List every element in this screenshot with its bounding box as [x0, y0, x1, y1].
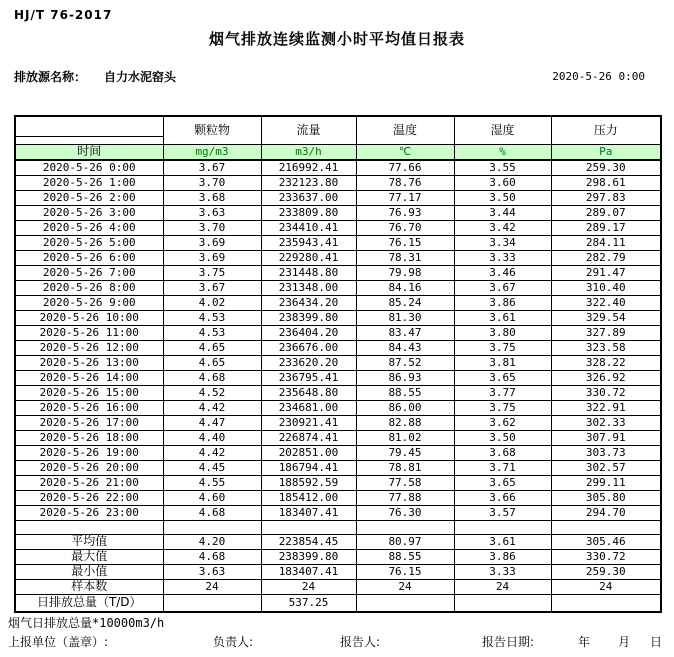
- value-cell: 84.16: [356, 280, 454, 295]
- value-cell: 322.91: [551, 400, 661, 415]
- table-row: [15, 490, 661, 505]
- value-cell: 3.67: [163, 160, 261, 175]
- table-row: [15, 475, 661, 490]
- value-cell: 202851.00: [261, 445, 356, 460]
- value-cell: 231348.00: [261, 280, 356, 295]
- value-cell: 297.83: [551, 190, 661, 205]
- reporter-label: 报告人:: [340, 635, 381, 649]
- report-datetime: 2020-5-26 0:00: [552, 70, 645, 83]
- time-cell: 2020-5-26 5:00: [15, 235, 163, 250]
- value-cell: 4.65: [163, 340, 261, 355]
- value-cell: 236795.41: [261, 370, 356, 385]
- column-unit: mg/m3: [163, 144, 261, 160]
- table-row: [15, 370, 661, 385]
- value-cell: 3.67: [454, 280, 551, 295]
- time-cell: 2020-5-26 19:00: [15, 445, 163, 460]
- value-cell: 4.42: [163, 445, 261, 460]
- value-cell: 3.81: [454, 355, 551, 370]
- value-cell: 298.61: [551, 175, 661, 190]
- value-cell: 3.50: [454, 190, 551, 205]
- value-cell: 78.81: [356, 460, 454, 475]
- value-cell: [551, 594, 661, 612]
- source-row: [14, 68, 176, 85]
- value-cell: 3.61: [454, 310, 551, 325]
- value-cell: 3.42: [454, 220, 551, 235]
- value-cell: 3.75: [454, 400, 551, 415]
- value-cell: 188592.59: [261, 475, 356, 490]
- value-cell: 76.70: [356, 220, 454, 235]
- summary-label: 最大值: [15, 549, 163, 564]
- value-cell: 3.86: [454, 549, 551, 564]
- value-cell: 3.34: [454, 235, 551, 250]
- report-unit-label: 上报单位（盖章）:: [8, 635, 109, 649]
- value-cell: 88.55: [356, 385, 454, 400]
- value-cell: 4.65: [163, 355, 261, 370]
- value-cell: 235943.41: [261, 235, 356, 250]
- value-cell: 3.71: [454, 460, 551, 475]
- value-cell: 236404.20: [261, 325, 356, 340]
- value-cell: 4.40: [163, 430, 261, 445]
- empty-cell: [261, 520, 356, 534]
- column-unit: ℃: [356, 144, 454, 160]
- value-cell: 3.33: [454, 564, 551, 579]
- summary-label: 样本数: [15, 579, 163, 594]
- value-cell: 259.30: [551, 160, 661, 175]
- footnote-total-unit: 烟气日排放总量*10000m3/h: [8, 616, 165, 630]
- summary-label: 最小值: [15, 564, 163, 579]
- table-row: [15, 385, 661, 400]
- time-cell: 2020-5-26 3:00: [15, 205, 163, 220]
- summary-row: [15, 534, 661, 549]
- table-row: [15, 430, 661, 445]
- value-cell: 81.02: [356, 430, 454, 445]
- value-cell: 83.47: [356, 325, 454, 340]
- value-cell: 82.88: [356, 415, 454, 430]
- table-row: [15, 460, 661, 475]
- value-cell: 284.11: [551, 235, 661, 250]
- value-cell: 282.79: [551, 250, 661, 265]
- value-cell: 4.68: [163, 549, 261, 564]
- value-cell: 305.46: [551, 534, 661, 549]
- summary-row: [15, 564, 661, 579]
- value-cell: [454, 594, 551, 612]
- value-cell: 185412.00: [261, 490, 356, 505]
- value-cell: 76.30: [356, 505, 454, 520]
- table-row: [15, 295, 661, 310]
- value-cell: 3.86: [454, 295, 551, 310]
- unit-header-row: [15, 144, 661, 160]
- value-cell: 4.20: [163, 534, 261, 549]
- value-cell: 4.68: [163, 505, 261, 520]
- value-cell: 323.58: [551, 340, 661, 355]
- value-cell: 328.22: [551, 355, 661, 370]
- value-cell: 294.70: [551, 505, 661, 520]
- value-cell: 80.97: [356, 534, 454, 549]
- table-row: [15, 340, 661, 355]
- summary-row: [15, 594, 661, 612]
- table-row: [15, 415, 661, 430]
- value-cell: 77.17: [356, 190, 454, 205]
- value-cell: 330.72: [551, 385, 661, 400]
- time-cell: 2020-5-26 15:00: [15, 385, 163, 400]
- value-cell: 79.45: [356, 445, 454, 460]
- responsible-person-label: 负责人:: [213, 635, 254, 649]
- value-cell: 24: [356, 579, 454, 594]
- value-cell: 537.25: [261, 594, 356, 612]
- value-cell: 3.44: [454, 205, 551, 220]
- value-cell: 3.69: [163, 250, 261, 265]
- time-cell: 2020-5-26 18:00: [15, 430, 163, 445]
- value-cell: 79.98: [356, 265, 454, 280]
- value-cell: 3.60: [454, 175, 551, 190]
- time-cell: 2020-5-26 4:00: [15, 220, 163, 235]
- value-cell: 291.47: [551, 265, 661, 280]
- table-row: [15, 265, 661, 280]
- value-cell: 186794.41: [261, 460, 356, 475]
- empty-cell: [551, 520, 661, 534]
- pollutant-header-row: [15, 116, 661, 144]
- time-cell: 2020-5-26 2:00: [15, 190, 163, 205]
- time-cell: 2020-5-26 23:00: [15, 505, 163, 520]
- value-cell: 327.89: [551, 325, 661, 340]
- value-cell: 4.02: [163, 295, 261, 310]
- value-cell: 4.68: [163, 370, 261, 385]
- table-row: [15, 505, 661, 520]
- value-cell: 235648.80: [261, 385, 356, 400]
- value-cell: 76.15: [356, 564, 454, 579]
- table-row: [15, 355, 661, 370]
- value-cell: 303.73: [551, 445, 661, 460]
- time-column-header: 时间: [15, 144, 163, 160]
- value-cell: 259.30: [551, 564, 661, 579]
- column-header: 湿度: [454, 116, 551, 144]
- time-cell: 2020-5-26 14:00: [15, 370, 163, 385]
- value-cell: 3.75: [163, 265, 261, 280]
- time-cell: 2020-5-26 0:00: [15, 160, 163, 175]
- table-row: [15, 400, 661, 415]
- value-cell: 3.65: [454, 370, 551, 385]
- value-cell: 4.55: [163, 475, 261, 490]
- value-cell: 3.67: [163, 280, 261, 295]
- value-cell: 289.17: [551, 220, 661, 235]
- summary-row: [15, 549, 661, 564]
- time-cell: 2020-5-26 7:00: [15, 265, 163, 280]
- value-cell: 3.68: [163, 190, 261, 205]
- time-cell: 2020-5-26 9:00: [15, 295, 163, 310]
- table-row: [15, 190, 661, 205]
- time-cell: 2020-5-26 6:00: [15, 250, 163, 265]
- value-cell: 302.33: [551, 415, 661, 430]
- year-label: 年: [578, 635, 591, 649]
- table-row: [15, 445, 661, 460]
- value-cell: 230921.41: [261, 415, 356, 430]
- time-cell: 2020-5-26 12:00: [15, 340, 163, 355]
- summary-row: [15, 579, 661, 594]
- table-row: [15, 205, 661, 220]
- value-cell: 77.58: [356, 475, 454, 490]
- value-cell: 233620.20: [261, 355, 356, 370]
- report-date-label: 报告日期:: [482, 635, 535, 649]
- table-row: [15, 250, 661, 265]
- report-title: 烟气排放连续监测小时平均值日报表: [208, 30, 465, 48]
- time-cell: 2020-5-26 8:00: [15, 280, 163, 295]
- standard-code: HJ/T 76-2017: [14, 8, 113, 22]
- value-cell: [356, 594, 454, 612]
- column-unit: m3/h: [261, 144, 356, 160]
- value-cell: 305.80: [551, 490, 661, 505]
- value-cell: 77.88: [356, 490, 454, 505]
- value-cell: 310.40: [551, 280, 661, 295]
- value-cell: 307.91: [551, 430, 661, 445]
- value-cell: 3.62: [454, 415, 551, 430]
- value-cell: 24: [551, 579, 661, 594]
- value-cell: 3.63: [163, 564, 261, 579]
- value-cell: 299.11: [551, 475, 661, 490]
- summary-label: 日排放总量（T/D）: [15, 594, 163, 612]
- empty-cell: [163, 520, 261, 534]
- value-cell: 3.80: [454, 325, 551, 340]
- value-cell: 86.00: [356, 400, 454, 415]
- source-label: 排放源名称：: [14, 70, 87, 84]
- value-cell: 24: [163, 579, 261, 594]
- value-cell: 4.42: [163, 400, 261, 415]
- value-cell: 3.70: [163, 175, 261, 190]
- month-label: 月: [618, 635, 631, 649]
- value-cell: [163, 594, 261, 612]
- value-cell: 24: [454, 579, 551, 594]
- value-cell: 322.40: [551, 295, 661, 310]
- value-cell: 3.50: [454, 430, 551, 445]
- value-cell: 234410.41: [261, 220, 356, 235]
- value-cell: 183407.41: [261, 564, 356, 579]
- time-cell: 2020-5-26 22:00: [15, 490, 163, 505]
- value-cell: 234681.00: [261, 400, 356, 415]
- value-cell: 77.66: [356, 160, 454, 175]
- column-unit: %: [454, 144, 551, 160]
- value-cell: 216992.41: [261, 160, 356, 175]
- value-cell: 236676.00: [261, 340, 356, 355]
- time-cell: 2020-5-26 11:00: [15, 325, 163, 340]
- monitoring-data-table: [14, 115, 662, 613]
- value-cell: 81.30: [356, 310, 454, 325]
- value-cell: 76.15: [356, 235, 454, 250]
- value-cell: 3.66: [454, 490, 551, 505]
- value-cell: 3.68: [454, 445, 551, 460]
- column-header: 温度: [356, 116, 454, 144]
- time-cell: 2020-5-26 1:00: [15, 175, 163, 190]
- value-cell: 236434.20: [261, 295, 356, 310]
- value-cell: 87.52: [356, 355, 454, 370]
- value-cell: 238399.80: [261, 549, 356, 564]
- empty-cell: [15, 520, 163, 534]
- value-cell: 4.52: [163, 385, 261, 400]
- value-cell: 3.46: [454, 265, 551, 280]
- value-cell: 3.65: [454, 475, 551, 490]
- value-cell: 289.07: [551, 205, 661, 220]
- time-cell: 2020-5-26 20:00: [15, 460, 163, 475]
- time-cell: 2020-5-26 10:00: [15, 310, 163, 325]
- table-row: [15, 280, 661, 295]
- empty-cell: [454, 520, 551, 534]
- empty-cell: [356, 520, 454, 534]
- summary-label: 平均值: [15, 534, 163, 549]
- value-cell: 232123.80: [261, 175, 356, 190]
- value-cell: 3.70: [163, 220, 261, 235]
- value-cell: 4.53: [163, 310, 261, 325]
- column-header: 颗粒物: [163, 116, 261, 144]
- table-row: [15, 160, 661, 175]
- value-cell: 223854.45: [261, 534, 356, 549]
- value-cell: 183407.41: [261, 505, 356, 520]
- value-cell: 85.24: [356, 295, 454, 310]
- value-cell: 4.53: [163, 325, 261, 340]
- value-cell: 3.77: [454, 385, 551, 400]
- day-label: 日: [650, 635, 663, 649]
- value-cell: 302.57: [551, 460, 661, 475]
- time-cell: 2020-5-26 17:00: [15, 415, 163, 430]
- value-cell: 76.93: [356, 205, 454, 220]
- value-cell: 330.72: [551, 549, 661, 564]
- value-cell: 238399.80: [261, 310, 356, 325]
- value-cell: 3.75: [454, 340, 551, 355]
- value-cell: 3.69: [163, 235, 261, 250]
- table-row: [15, 310, 661, 325]
- column-header: 流量: [261, 116, 356, 144]
- value-cell: 3.55: [454, 160, 551, 175]
- value-cell: 226874.41: [261, 430, 356, 445]
- value-cell: 3.61: [454, 534, 551, 549]
- time-cell: 2020-5-26 21:00: [15, 475, 163, 490]
- value-cell: 3.63: [163, 205, 261, 220]
- value-cell: 329.54: [551, 310, 661, 325]
- time-cell: 2020-5-26 13:00: [15, 355, 163, 370]
- value-cell: 3.33: [454, 250, 551, 265]
- value-cell: 3.57: [454, 505, 551, 520]
- value-cell: 231448.80: [261, 265, 356, 280]
- corner-cell: [15, 116, 163, 144]
- source-name: 自力水泥窑头: [104, 70, 177, 84]
- value-cell: 233809.80: [261, 205, 356, 220]
- value-cell: 4.45: [163, 460, 261, 475]
- value-cell: 4.60: [163, 490, 261, 505]
- column-header: 压力: [551, 116, 661, 144]
- table-row: [15, 175, 661, 190]
- table-row: [15, 325, 661, 340]
- value-cell: 233637.00: [261, 190, 356, 205]
- value-cell: 88.55: [356, 549, 454, 564]
- time-cell: 2020-5-26 16:00: [15, 400, 163, 415]
- column-unit: Pa: [551, 144, 661, 160]
- value-cell: 24: [261, 579, 356, 594]
- value-cell: 4.47: [163, 415, 261, 430]
- value-cell: 86.93: [356, 370, 454, 385]
- value-cell: 78.31: [356, 250, 454, 265]
- table-row: [15, 220, 661, 235]
- table-row: [15, 235, 661, 250]
- spacer-row: [15, 520, 661, 534]
- value-cell: 78.76: [356, 175, 454, 190]
- value-cell: 84.43: [356, 340, 454, 355]
- value-cell: 229280.41: [261, 250, 356, 265]
- value-cell: 326.92: [551, 370, 661, 385]
